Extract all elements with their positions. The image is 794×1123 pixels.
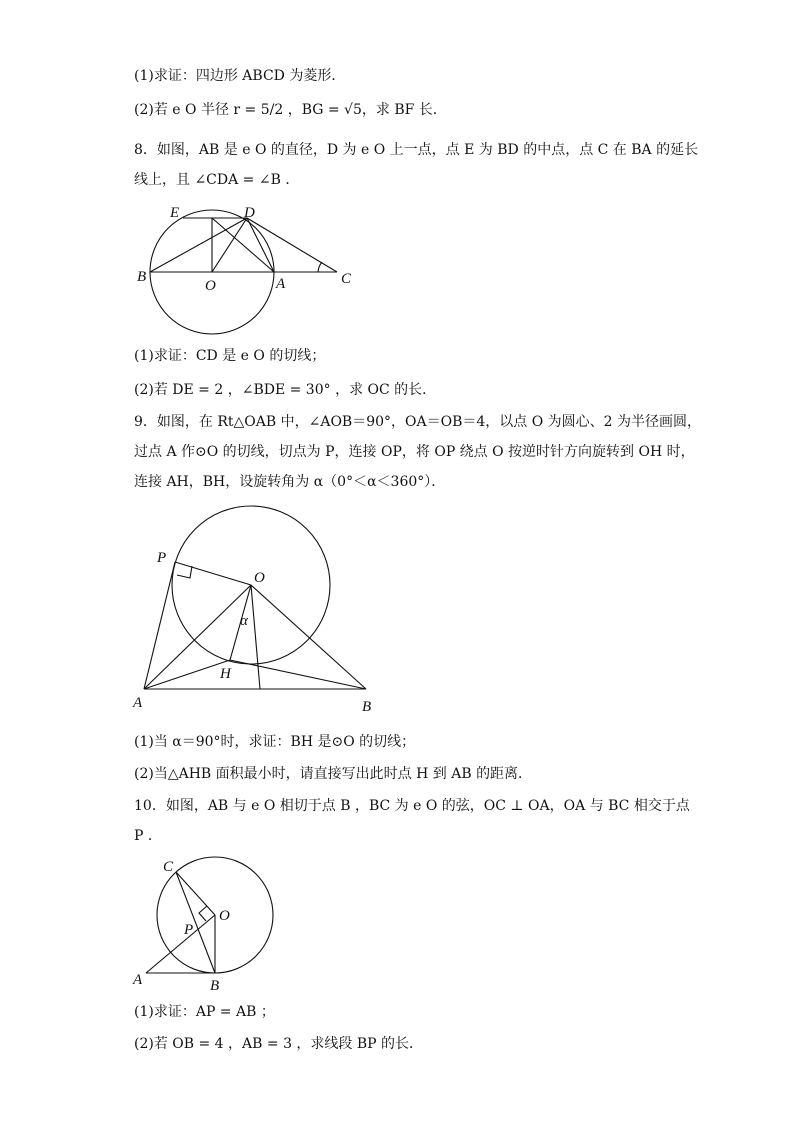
fig9-label-alpha: α bbox=[240, 613, 248, 629]
fig8-label-c: C bbox=[341, 271, 352, 287]
fig10-label-b: B bbox=[210, 978, 220, 994]
fig9-label-a: A bbox=[133, 695, 143, 711]
fig9-line-hb bbox=[230, 660, 366, 689]
fig9-line-ah bbox=[144, 660, 230, 689]
fig10-line-cb bbox=[176, 872, 215, 973]
figure-9 bbox=[132, 506, 371, 715]
q9-part2: (2)当△AHB 面积最小时，请直接写出此时点 H 到 AB 的距离． bbox=[134, 766, 533, 782]
fig8-label-b: B bbox=[137, 269, 147, 285]
fig8-angle-c bbox=[318, 262, 322, 272]
fig8-label-o: O bbox=[205, 278, 216, 294]
q7-part2: (2)若 e O 半径 r = 5/2 ，BG = √5，求 BF 长． bbox=[134, 102, 447, 118]
q9-line2: 过点 A 作⊙O 的切线，切点为 P，连接 OP，将 OP 绕点 O 按逆时针方向旋转到 OH 时， bbox=[134, 444, 695, 460]
q9-part1: (1)当 α＝90°时，求证：BH 是⊙O 的切线； bbox=[134, 734, 416, 750]
fig10-line-ao bbox=[146, 915, 215, 973]
fig9-label-o: O bbox=[254, 570, 265, 586]
fig8-line-bd bbox=[150, 218, 247, 272]
figure-10 bbox=[132, 857, 273, 994]
fig8-label-d: D bbox=[244, 205, 255, 221]
fig9-line-ao bbox=[144, 585, 251, 689]
fig10-label-o: O bbox=[219, 908, 230, 924]
q9-line3: 连接 AH，BH，设旋转角为 α（0°＜α＜360°）． bbox=[134, 474, 446, 490]
fig10-right-angle-o bbox=[199, 906, 207, 921]
q8-part2: (2)若 DE = 2 ，∠BDE = 30° ，求 OC 的长． bbox=[134, 382, 437, 398]
q10-part2: (2)若 OB = 4 ，AB = 3 ，求线段 BP 的长． bbox=[134, 1036, 424, 1052]
figure-8 bbox=[137, 205, 352, 334]
q7-part1: (1)求证：四边形 ABCD 为菱形． bbox=[134, 68, 346, 84]
fig8-line-od bbox=[212, 218, 247, 272]
q10-line2: P ． bbox=[134, 828, 162, 844]
q9-line1: 9．如图，在 Rt△OAB 中，∠AOB＝90°，OA＝OB＝4，以点 O 为圆心、2 为半径画圆， bbox=[134, 414, 702, 430]
q8-line1: 8．如图，AB 是 e O 的直径，D 为 e O 上一点，点 E 为 BD 的中点，点 C 在 BA 的延长 bbox=[134, 142, 699, 158]
q8-line2: 线上，且 ∠CDA = ∠B ． bbox=[134, 172, 300, 188]
fig8-label-a: A bbox=[276, 276, 286, 292]
fig10-label-a: A bbox=[133, 972, 143, 988]
q10-part1: (1)求证：AP = AB ； bbox=[134, 1004, 275, 1020]
fig10-line-co bbox=[176, 872, 215, 915]
fig8-line-ea bbox=[212, 218, 274, 272]
fig9-line-po bbox=[175, 562, 251, 585]
fig9-line-o-foot bbox=[251, 585, 260, 689]
fig10-label-c: C bbox=[163, 859, 174, 875]
fig9-right-angle-p bbox=[177, 566, 192, 578]
fig9-label-h: H bbox=[220, 666, 231, 682]
fig10-label-p: P bbox=[184, 922, 194, 938]
fig8-label-e: E bbox=[170, 205, 180, 221]
q8-part1: (1)求证：CD 是 e O 的切线； bbox=[134, 348, 326, 364]
q10-line1: 10．如图，AB 与 e O 相切于点 B ，BC 为 e O 的弦，OC ⊥ OA，OA 与 BC 相交于点 bbox=[134, 798, 690, 814]
fig9-label-b: B bbox=[362, 699, 372, 715]
fig9-label-p: P bbox=[157, 550, 167, 566]
fig9-line-ob bbox=[251, 585, 366, 689]
fig9-line-ap bbox=[144, 562, 175, 689]
